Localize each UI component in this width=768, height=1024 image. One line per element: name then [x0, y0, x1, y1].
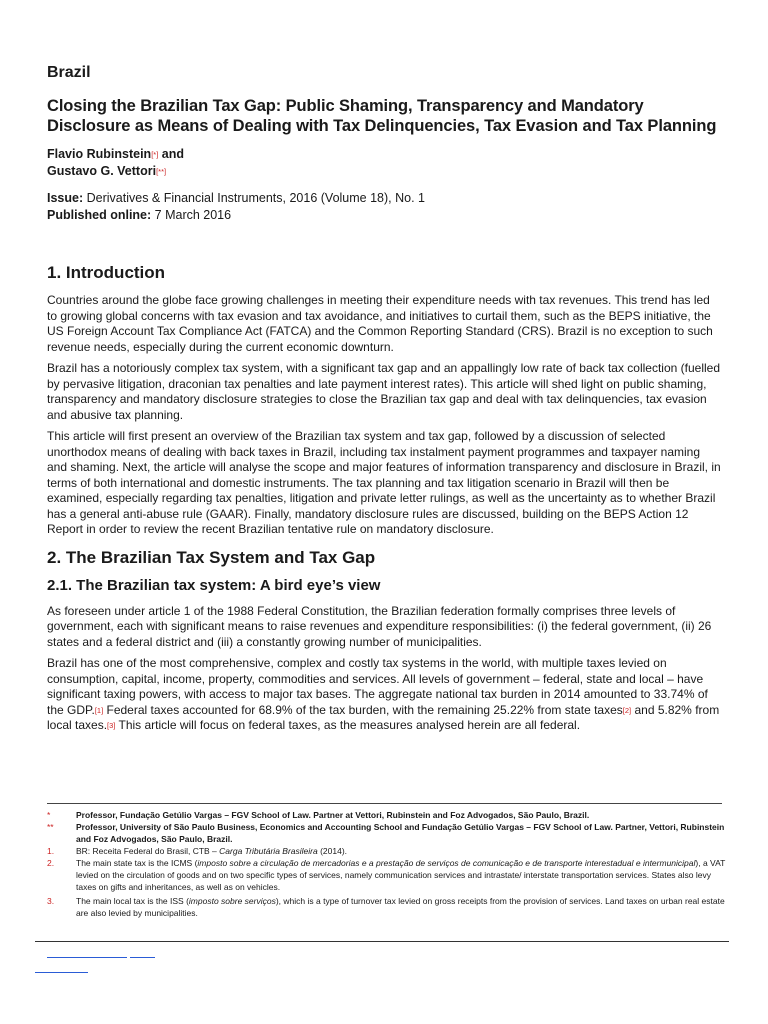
link-underline[interactable] [47, 957, 127, 958]
footnote-mark[interactable]: 2. [47, 858, 55, 868]
footnote-3 [47, 895, 727, 919]
footnote-double-star [47, 821, 727, 845]
paragraph: Brazil has a notoriously complex tax system, with a significant tax gap and an appallingly low rate of back tax collection (fuelled by pervasive litigation, draconian tax penalties and late payment interest rates). This article will shed light on public shaming, transparency and mandatory disclosure strategies to close the Brazilian tax gap and deal with tax delinquencies, tax evasion and abusive tax planning. [47, 361, 721, 422]
link-underline[interactable] [130, 957, 155, 958]
published-value: 7 March 2016 [154, 208, 232, 222]
footnote-mark[interactable]: ** [47, 822, 54, 832]
article-title: Closing the Brazilian Tax Gap: Public Shaming, Transparency and Mandatory Disclosure as Means of Dealing with Tax Delinquencies, Tax Evasion and Tax Planning [47, 97, 717, 135]
paragraph: This article will first present an overview of the Brazilian tax system and tax gap, followed by a discussion of selected unorthodox means of dealing with back taxes in Brazil, including tax instalment payment programmes and taxpayer naming and shaming. Next, the article will analyse the scope and major features of information transparency and disclosure in Brazil, in terms of both international and domestic instruments. The tax planning and tax litigation scenario in Brazil will then be examined, especially regarding tax penalties, litigation and private letter rulings, as well as the uncertainty as to whether Brazil has a general anti-abuse rule (GAAR). Finally, mandatory disclosure rules are discussed, building on the BEPS Action 12 Report in order to review the recent Brazilian tentative rule on mandatory disclosure. [47, 429, 721, 536]
text-run: Brazil has one of the most comprehensive, complex and costly tax systems in the world, with multiple taxes levied on consumption, capital, income, property, commodities and services. All levels of government – federal, state and local – have significant taxing powers, with access to major tax bases. The aggregate national tax burden in 2014 amounted to 33.74% of the GDP. [47, 656, 708, 717]
text-run: The main local tax is the ISS ( [76, 896, 189, 906]
author-name: Gustavo G. Vettori [47, 164, 157, 178]
footnote-star [47, 809, 727, 821]
author-conjunction: and [158, 147, 184, 161]
issue-value: Derivatives & Financial Instruments, 2016 (Volume 18), No. 1 [86, 191, 425, 205]
text-run: BR: Receita Federal do Brasil, CTB – [76, 846, 220, 856]
published-line [47, 207, 722, 224]
footnote-text: Professor, University of São Paulo Business, Economics and Accounting School and Fundação Getúlio Vargas – FGV School of Law. Partner, Vettori, Rubinstein and Foz Advogados, São Paulo, Brazil. [76, 822, 725, 844]
footnote-ref-3[interactable]: [3] [107, 721, 116, 730]
footnote-2 [47, 857, 727, 893]
footnote-mark[interactable]: 1. [47, 846, 55, 856]
footnote-mark[interactable]: * [47, 810, 51, 820]
footnote-ref-star[interactable]: [*] [151, 150, 159, 159]
author-name: Flavio Rubinstein [47, 147, 152, 161]
issue-line [47, 190, 722, 207]
footnote-text: Professor, Fundação Getúlio Vargas – FGV School of Law. Partner at Vettori, Rubinstein and Foz Advogados, São Paulo, Brazil. [76, 810, 590, 820]
text-run: ), a VAT levied on the circulation of goods and on two specific types of services, namely communication services and intrastate/ interstate transportation services. States also levy taxes on gifts and inheritances, as well as on vehicles. [76, 858, 726, 892]
author-list [47, 146, 722, 180]
paragraph: Countries around the globe face growing challenges in meeting their expenditure needs with tax revenues. This trend has led to growing global concerns with tax evasion and tax avoidance, and initiatives to curtail them, such as the BEPS initiative, the US Foreign Account Tax Compliance Act (FATCA) and the Common Reporting Standard (CRS). Brazil is no exception to such revenue needs, especially during the current economic downturn. [47, 293, 713, 354]
text-run-italic: imposto sobre a circulação de mercadorias e a prestação de serviços de comunicação e de transporte interestadual e intermunicipal [197, 858, 696, 868]
issue-label: Issue: [47, 191, 84, 205]
footnote-ref-1[interactable]: [1] [94, 705, 104, 715]
article [47, 64, 722, 734]
country-heading: Brazil [47, 64, 91, 81]
footnote-ref-double-star[interactable]: [**] [156, 167, 167, 176]
text-run: ), which is a type of turnover tax levied on gross receipts from the provision of services. Land taxes on urban real estate are also levied by municipalities. [76, 896, 725, 918]
text-run: and 5.82% from local taxes. [47, 702, 720, 732]
page-bottom-divider [35, 941, 729, 942]
footnote-text [76, 845, 727, 857]
link-underline[interactable] [35, 972, 88, 973]
text-run-italic: Carga Tributária Brasileira [219, 846, 318, 856]
paragraph: As foreseen under article 1 of the 1988 Federal Constitution, the Brazilian federation formally comprises three levels of government, each with significant means to raise revenues and expenditure responsibilities: (i) the federal government, (ii) 26 states and a federal district and (iii) a constantly growing number of municipalities. [47, 603, 712, 649]
text-run: This article will focus on federal taxes, as the measures analysed herein are all federal. [115, 718, 581, 732]
text-run: Federal taxes accounted for 68.9% of the tax burden, with the remaining 25.22% from state taxes [103, 702, 623, 717]
author-1 [47, 146, 722, 163]
footnote-mark[interactable]: 3. [47, 896, 55, 906]
footnote-ref-2[interactable]: [2] [622, 705, 632, 715]
footnote-text [76, 895, 727, 919]
text-run: The main state tax is the ICMS ( [76, 858, 198, 868]
text-run-italic: imposto sobre serviços [188, 896, 276, 906]
footnote-text [76, 857, 727, 893]
section-heading-introduction: 1. Introduction [47, 263, 166, 282]
author-2 [47, 163, 722, 180]
section-heading-tax-system: 2. The Brazilian Tax System and Tax Gap [47, 547, 376, 567]
text-run: (2014). [317, 846, 348, 856]
footnote-divider [47, 803, 722, 804]
paragraph [47, 656, 722, 734]
published-label: Published online: [47, 208, 152, 222]
subsection-heading: 2.1. The Brazilian tax system: A bird eye’s view [47, 576, 381, 594]
footnotes [47, 809, 727, 919]
footnote-1 [47, 845, 727, 857]
